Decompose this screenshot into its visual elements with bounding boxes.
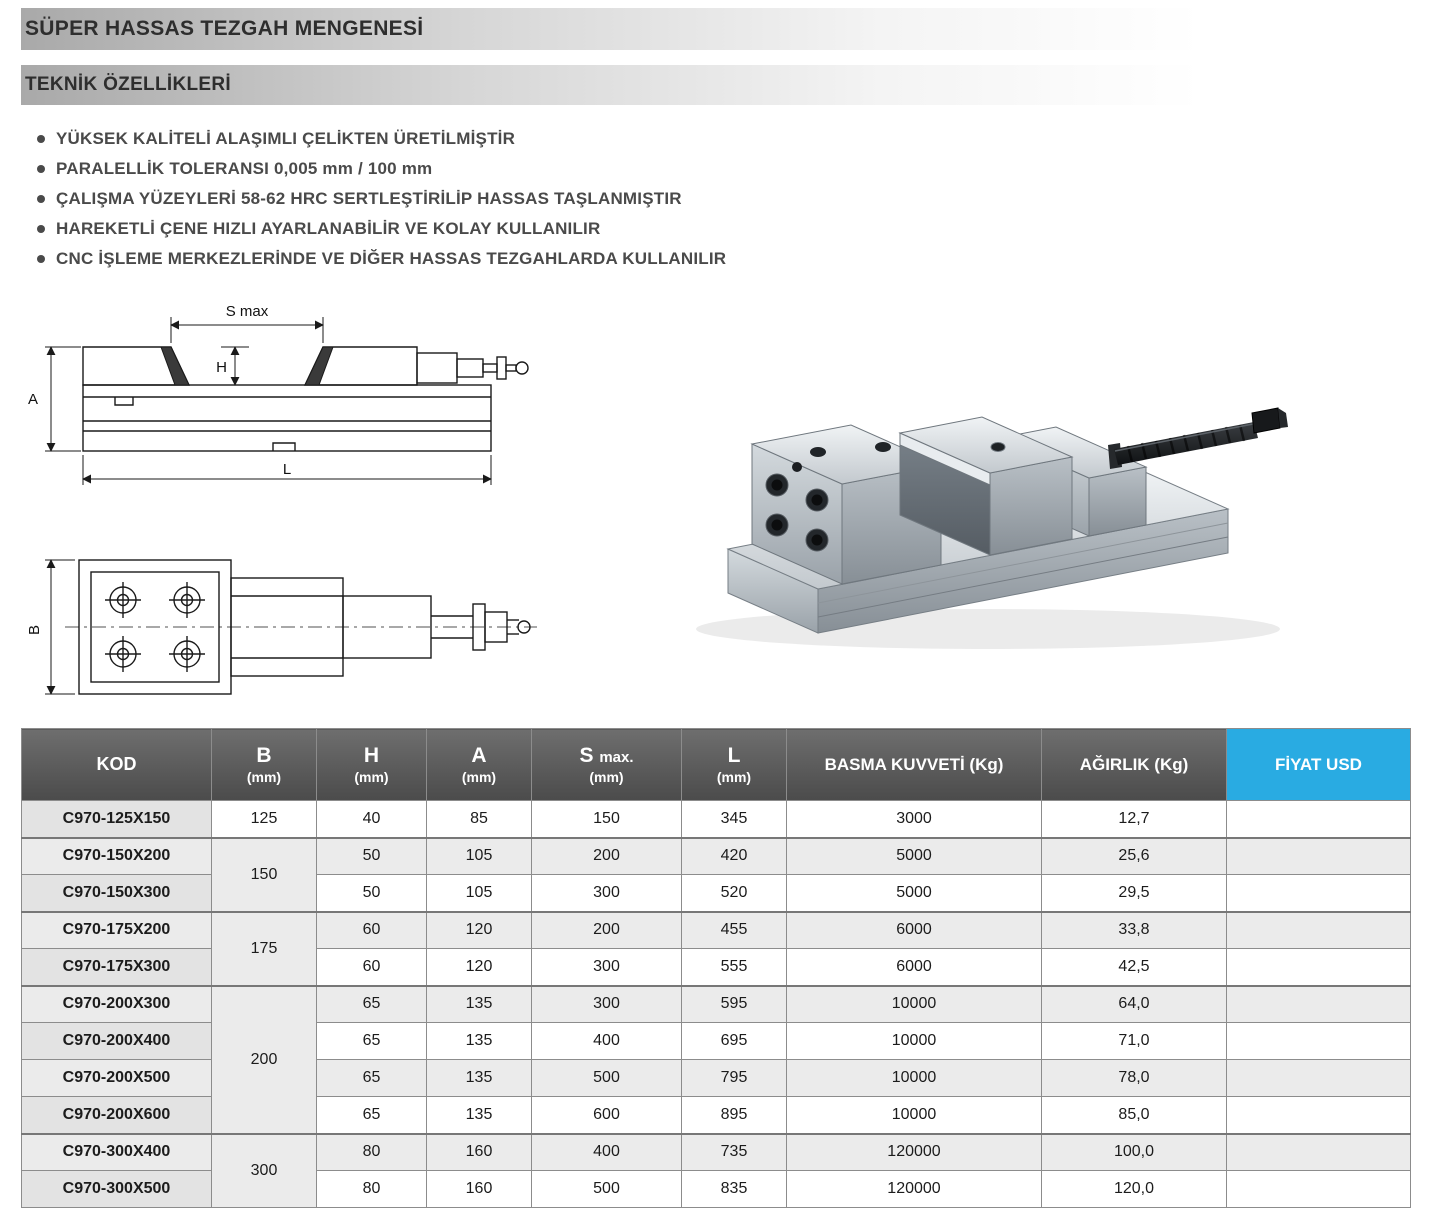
dim-label-a: A bbox=[27, 391, 39, 408]
cell-b: 125 bbox=[212, 801, 317, 838]
cell-agirlik: 12,7 bbox=[1042, 801, 1227, 838]
cell-l: 895 bbox=[682, 1097, 787, 1134]
feature-item: PARALELLİK TOLERANSI 0,005 mm / 100 mm bbox=[37, 159, 1410, 179]
cell-kod: C970-150X300 bbox=[22, 875, 212, 912]
table-body bbox=[22, 801, 1411, 1208]
cell-kod: C970-175X300 bbox=[22, 949, 212, 986]
vise-side-outline bbox=[83, 347, 528, 451]
cell-s: 150 bbox=[532, 801, 682, 838]
section-title-bar bbox=[21, 65, 1410, 105]
cell-kod: C970-200X300 bbox=[22, 986, 212, 1023]
cell-a: 135 bbox=[427, 1060, 532, 1097]
cell-fiyat bbox=[1227, 986, 1411, 1023]
cell-b: 200 bbox=[212, 986, 317, 1134]
cell-kod: C970-200X400 bbox=[22, 1023, 212, 1060]
feature-list bbox=[21, 129, 1410, 269]
cell-a: 135 bbox=[427, 1023, 532, 1060]
product-photo-illustration bbox=[668, 297, 1308, 657]
cell-h: 50 bbox=[317, 838, 427, 875]
feature-item: CNC İŞLEME MERKEZLERİNDE VE DİĞER HASSAS TEZGAHLARDA KULLANILIR bbox=[37, 249, 1410, 269]
cell-s: 500 bbox=[532, 1060, 682, 1097]
cell-a: 135 bbox=[427, 1097, 532, 1134]
cell-agirlik: 42,5 bbox=[1042, 949, 1227, 986]
cell-h: 65 bbox=[317, 1060, 427, 1097]
dim-label-h: H bbox=[216, 359, 227, 376]
cell-h: 80 bbox=[317, 1134, 427, 1171]
cell-kod: C970-150X200 bbox=[22, 838, 212, 875]
cell-agirlik: 64,0 bbox=[1042, 986, 1227, 1023]
cell-fiyat bbox=[1227, 1134, 1411, 1171]
cell-basma: 6000 bbox=[787, 949, 1042, 986]
cell-l: 555 bbox=[682, 949, 787, 986]
col-header-b: B (mm) bbox=[212, 729, 317, 801]
col-header-kod: KOD bbox=[22, 729, 212, 801]
cell-b: 150 bbox=[212, 838, 317, 912]
cell-agirlik: 78,0 bbox=[1042, 1060, 1227, 1097]
cell-fiyat bbox=[1227, 875, 1411, 912]
side-view-drawing bbox=[21, 301, 541, 516]
table-row bbox=[22, 838, 1411, 875]
cell-a: 135 bbox=[427, 986, 532, 1023]
cell-kod: C970-175X200 bbox=[22, 912, 212, 949]
cell-basma: 120000 bbox=[787, 1171, 1042, 1208]
col-header-s: S max. (mm) bbox=[532, 729, 682, 801]
cell-s: 600 bbox=[532, 1097, 682, 1134]
cell-basma: 120000 bbox=[787, 1134, 1042, 1171]
cell-basma: 6000 bbox=[787, 912, 1042, 949]
cell-l: 735 bbox=[682, 1134, 787, 1171]
cell-s: 200 bbox=[532, 838, 682, 875]
cell-h: 80 bbox=[317, 1171, 427, 1208]
col-header-basma: BASMA KUVVETİ (Kg) bbox=[787, 729, 1042, 801]
cell-s: 300 bbox=[532, 949, 682, 986]
cell-h: 50 bbox=[317, 875, 427, 912]
cell-l: 455 bbox=[682, 912, 787, 949]
cell-agirlik: 29,5 bbox=[1042, 875, 1227, 912]
cell-l: 835 bbox=[682, 1171, 787, 1208]
cell-s: 300 bbox=[532, 986, 682, 1023]
cell-basma: 5000 bbox=[787, 875, 1042, 912]
cell-h: 60 bbox=[317, 949, 427, 986]
cell-b: 175 bbox=[212, 912, 317, 986]
col-header-h: H (mm) bbox=[317, 729, 427, 801]
cell-basma: 10000 bbox=[787, 1097, 1042, 1134]
cell-a: 160 bbox=[427, 1171, 532, 1208]
col-header-agirlik: AĞIRLIK (Kg) bbox=[1042, 729, 1227, 801]
top-view-drawing bbox=[21, 542, 541, 712]
cell-a: 85 bbox=[427, 801, 532, 838]
cell-fiyat bbox=[1227, 1023, 1411, 1060]
table-row bbox=[22, 1134, 1411, 1171]
cell-s: 200 bbox=[532, 912, 682, 949]
cell-kod: C970-300X500 bbox=[22, 1171, 212, 1208]
cell-s: 500 bbox=[532, 1171, 682, 1208]
cell-agirlik: 33,8 bbox=[1042, 912, 1227, 949]
spindle-screw bbox=[1108, 408, 1288, 469]
cell-agirlik: 85,0 bbox=[1042, 1097, 1227, 1134]
cell-s: 400 bbox=[532, 1134, 682, 1171]
dim-label-b: B bbox=[26, 624, 43, 636]
cell-s: 400 bbox=[532, 1023, 682, 1060]
cell-h: 65 bbox=[317, 986, 427, 1023]
cell-kod: C970-200X600 bbox=[22, 1097, 212, 1134]
table-row bbox=[22, 986, 1411, 1023]
cell-basma: 10000 bbox=[787, 1060, 1042, 1097]
cell-basma: 3000 bbox=[787, 801, 1042, 838]
table-row bbox=[22, 912, 1411, 949]
cell-l: 595 bbox=[682, 986, 787, 1023]
product-photo bbox=[566, 295, 1410, 657]
cell-fiyat bbox=[1227, 912, 1411, 949]
cell-basma: 10000 bbox=[787, 1023, 1042, 1060]
cell-kod: C970-200X500 bbox=[22, 1060, 212, 1097]
cell-h: 60 bbox=[317, 912, 427, 949]
cell-fiyat bbox=[1227, 1097, 1411, 1134]
col-header-a: A (mm) bbox=[427, 729, 532, 801]
cell-b: 300 bbox=[212, 1134, 317, 1208]
feature-item: HAREKETLİ ÇENE HIZLI AYARLANABİLİR VE KOLAY KULLANILIR bbox=[37, 219, 1410, 239]
cell-fiyat bbox=[1227, 949, 1411, 986]
cell-fiyat bbox=[1227, 1060, 1411, 1097]
cell-l: 420 bbox=[682, 838, 787, 875]
dim-label-l: L bbox=[282, 461, 292, 478]
cell-agirlik: 71,0 bbox=[1042, 1023, 1227, 1060]
cell-kod: C970-125X150 bbox=[22, 801, 212, 838]
table-row bbox=[22, 801, 1411, 838]
section-title: TEKNİK ÖZELLİKLERİ bbox=[25, 74, 231, 95]
spec-table bbox=[21, 728, 1411, 1208]
feature-item: ÇALIŞMA YÜZEYLERİ 58-62 HRC SERTLEŞTİRİLİP HASSAS TAŞLANMIŞTIR bbox=[37, 189, 1410, 209]
page-title: SÜPER HASSAS TEZGAH MENGENESİ bbox=[25, 17, 424, 40]
technical-drawings bbox=[21, 295, 566, 712]
page-title-bar bbox=[21, 8, 1410, 50]
cell-a: 105 bbox=[427, 875, 532, 912]
cell-basma: 5000 bbox=[787, 838, 1042, 875]
cell-fiyat bbox=[1227, 801, 1411, 838]
cell-l: 795 bbox=[682, 1060, 787, 1097]
cell-a: 160 bbox=[427, 1134, 532, 1171]
feature-item: YÜKSEK KALİTELİ ALAŞIMLI ÇELİKTEN ÜRETİLMİŞTİR bbox=[37, 129, 1410, 149]
dimension-lines bbox=[45, 317, 491, 485]
cell-h: 40 bbox=[317, 801, 427, 838]
cell-h: 65 bbox=[317, 1097, 427, 1134]
table-header bbox=[22, 729, 1411, 801]
cell-a: 120 bbox=[427, 912, 532, 949]
cell-s: 300 bbox=[532, 875, 682, 912]
cell-agirlik: 100,0 bbox=[1042, 1134, 1227, 1171]
cell-a: 105 bbox=[427, 838, 532, 875]
figures-row bbox=[21, 295, 1410, 712]
dim-label-smax: S max bbox=[225, 303, 269, 320]
cell-l: 695 bbox=[682, 1023, 787, 1060]
cell-fiyat bbox=[1227, 838, 1411, 875]
cell-fiyat bbox=[1227, 1171, 1411, 1208]
cell-kod: C970-300X400 bbox=[22, 1134, 212, 1171]
cell-agirlik: 25,6 bbox=[1042, 838, 1227, 875]
cell-l: 520 bbox=[682, 875, 787, 912]
cell-basma: 10000 bbox=[787, 986, 1042, 1023]
cell-a: 120 bbox=[427, 949, 532, 986]
col-header-l: L (mm) bbox=[682, 729, 787, 801]
cell-h: 65 bbox=[317, 1023, 427, 1060]
cell-l: 345 bbox=[682, 801, 787, 838]
col-header-fiyat: FİYAT USD bbox=[1227, 729, 1411, 801]
cell-agirlik: 120,0 bbox=[1042, 1171, 1227, 1208]
